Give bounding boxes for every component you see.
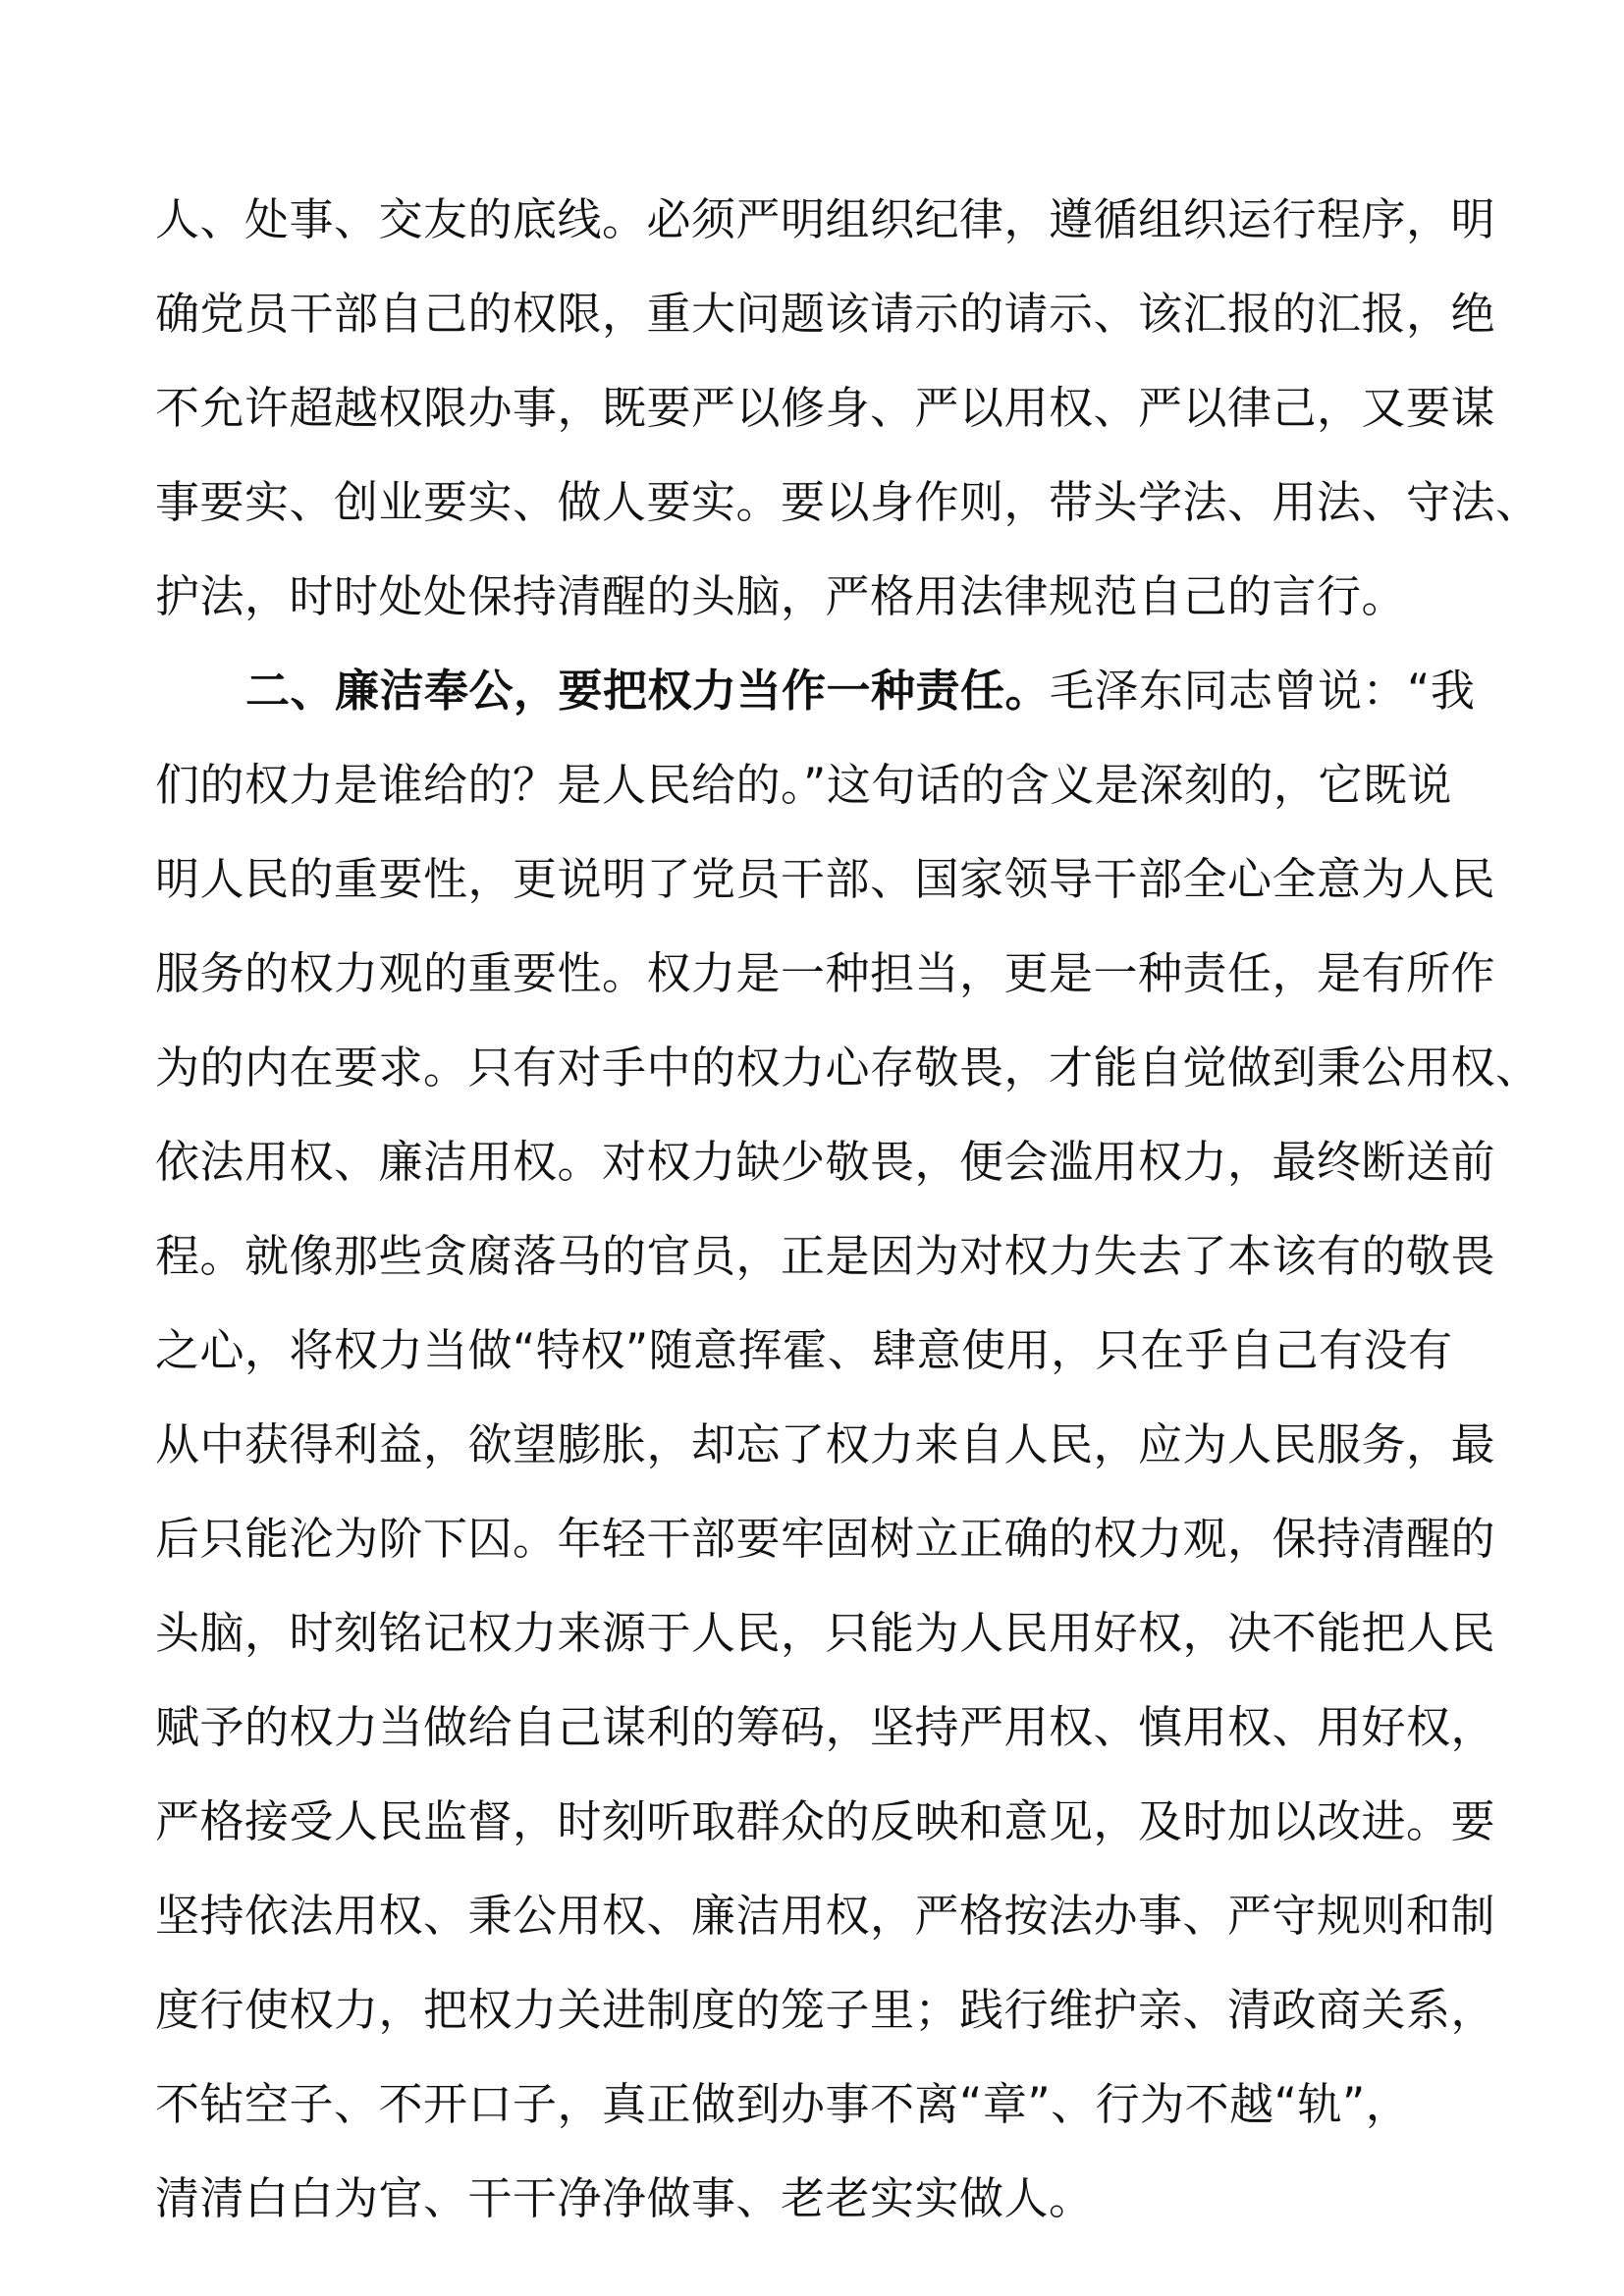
text-line: 坚持依法用权、秉公用权、廉洁用权，严格按法办事、严守规则和制 xyxy=(155,1890,1496,1942)
section-heading: 二、廉洁奉公，要把权力当作一种责任。 xyxy=(245,665,1051,717)
text-line: 护法，时时处处保持清醒的头脑，严格用法律规范自己的言行。 xyxy=(155,570,1407,622)
text-line: 服务的权力观的重要性。权力是一种担当，更是一种责任，是有所作 xyxy=(155,947,1496,999)
document-body xyxy=(155,173,1541,2246)
text-line: 们的权力是谁给的？是人民给的。”这句话的含义是深刻的，它既说 xyxy=(155,759,1452,811)
section-first-line-text: 毛泽东同志曾说：“我 xyxy=(1050,665,1476,717)
text-line: 确党员干部自己的权限，重大问题该请示的请示、该汇报的汇报，绝 xyxy=(155,288,1496,340)
text-line: 清清白白为官、干干净净做事、老老实实做人。 xyxy=(155,2172,1094,2224)
text-line: 人、处事、交友的底线。必须严明组织纪律，遵循组织运行程序，明 xyxy=(155,193,1496,245)
text-line: 从中获得利益，欲望膨胀，却忘了权力来自人民，应为人民服务，最 xyxy=(155,1418,1496,1470)
text-line: 后只能沦为阶下囚。年轻干部要牢固树立正确的权力观，保持清醒的 xyxy=(155,1513,1496,1565)
text-line: 不允许超越权限办事，既要严以修身、严以用权、严以律己，又要谋 xyxy=(155,382,1496,434)
text-line: 头脑，时刻铭记权力来源于人民，只能为人民用好权，决不能把人民 xyxy=(155,1607,1496,1659)
text-line: 之心，将权力当做“特权”随意挥霍、肆意使用，只在乎自己有没有 xyxy=(155,1324,1453,1376)
text-line: 为的内在要求。只有对手中的权力心存敬畏，才能自觉做到秉公用权、 xyxy=(155,1041,1541,1094)
text-line: 事要实、创业要实、做人要实。要以身作则，带头学法、用法、守法、 xyxy=(155,476,1541,528)
section-first-line xyxy=(155,644,1476,738)
text-line: 不钻空子、不开口子，真正做到办事不离“章”、行为不越“轨”， xyxy=(155,2078,1411,2130)
text-line: 依法用权、廉洁用权。对权力缺少敬畏，便会滥用权力，最终断送前 xyxy=(155,1136,1496,1188)
text-line: 程。就像那些贪腐落马的官员，正是因为对权力失去了本该有的敬畏 xyxy=(155,1230,1496,1282)
text-line: 度行使权力，把权力关进制度的笼子里；践行维护亲、清政商关系， xyxy=(155,1984,1496,2036)
text-line: 明人民的重要性，更说明了党员干部、国家领导干部全心全意为人民 xyxy=(155,853,1496,905)
text-line: 严格接受人民监督，时刻听取群众的反映和意见，及时加以改进。要 xyxy=(155,1795,1496,1847)
text-line: 赋予的权力当做给自己谋利的筹码，坚持严用权、慎用权、用好权， xyxy=(155,1701,1496,1753)
